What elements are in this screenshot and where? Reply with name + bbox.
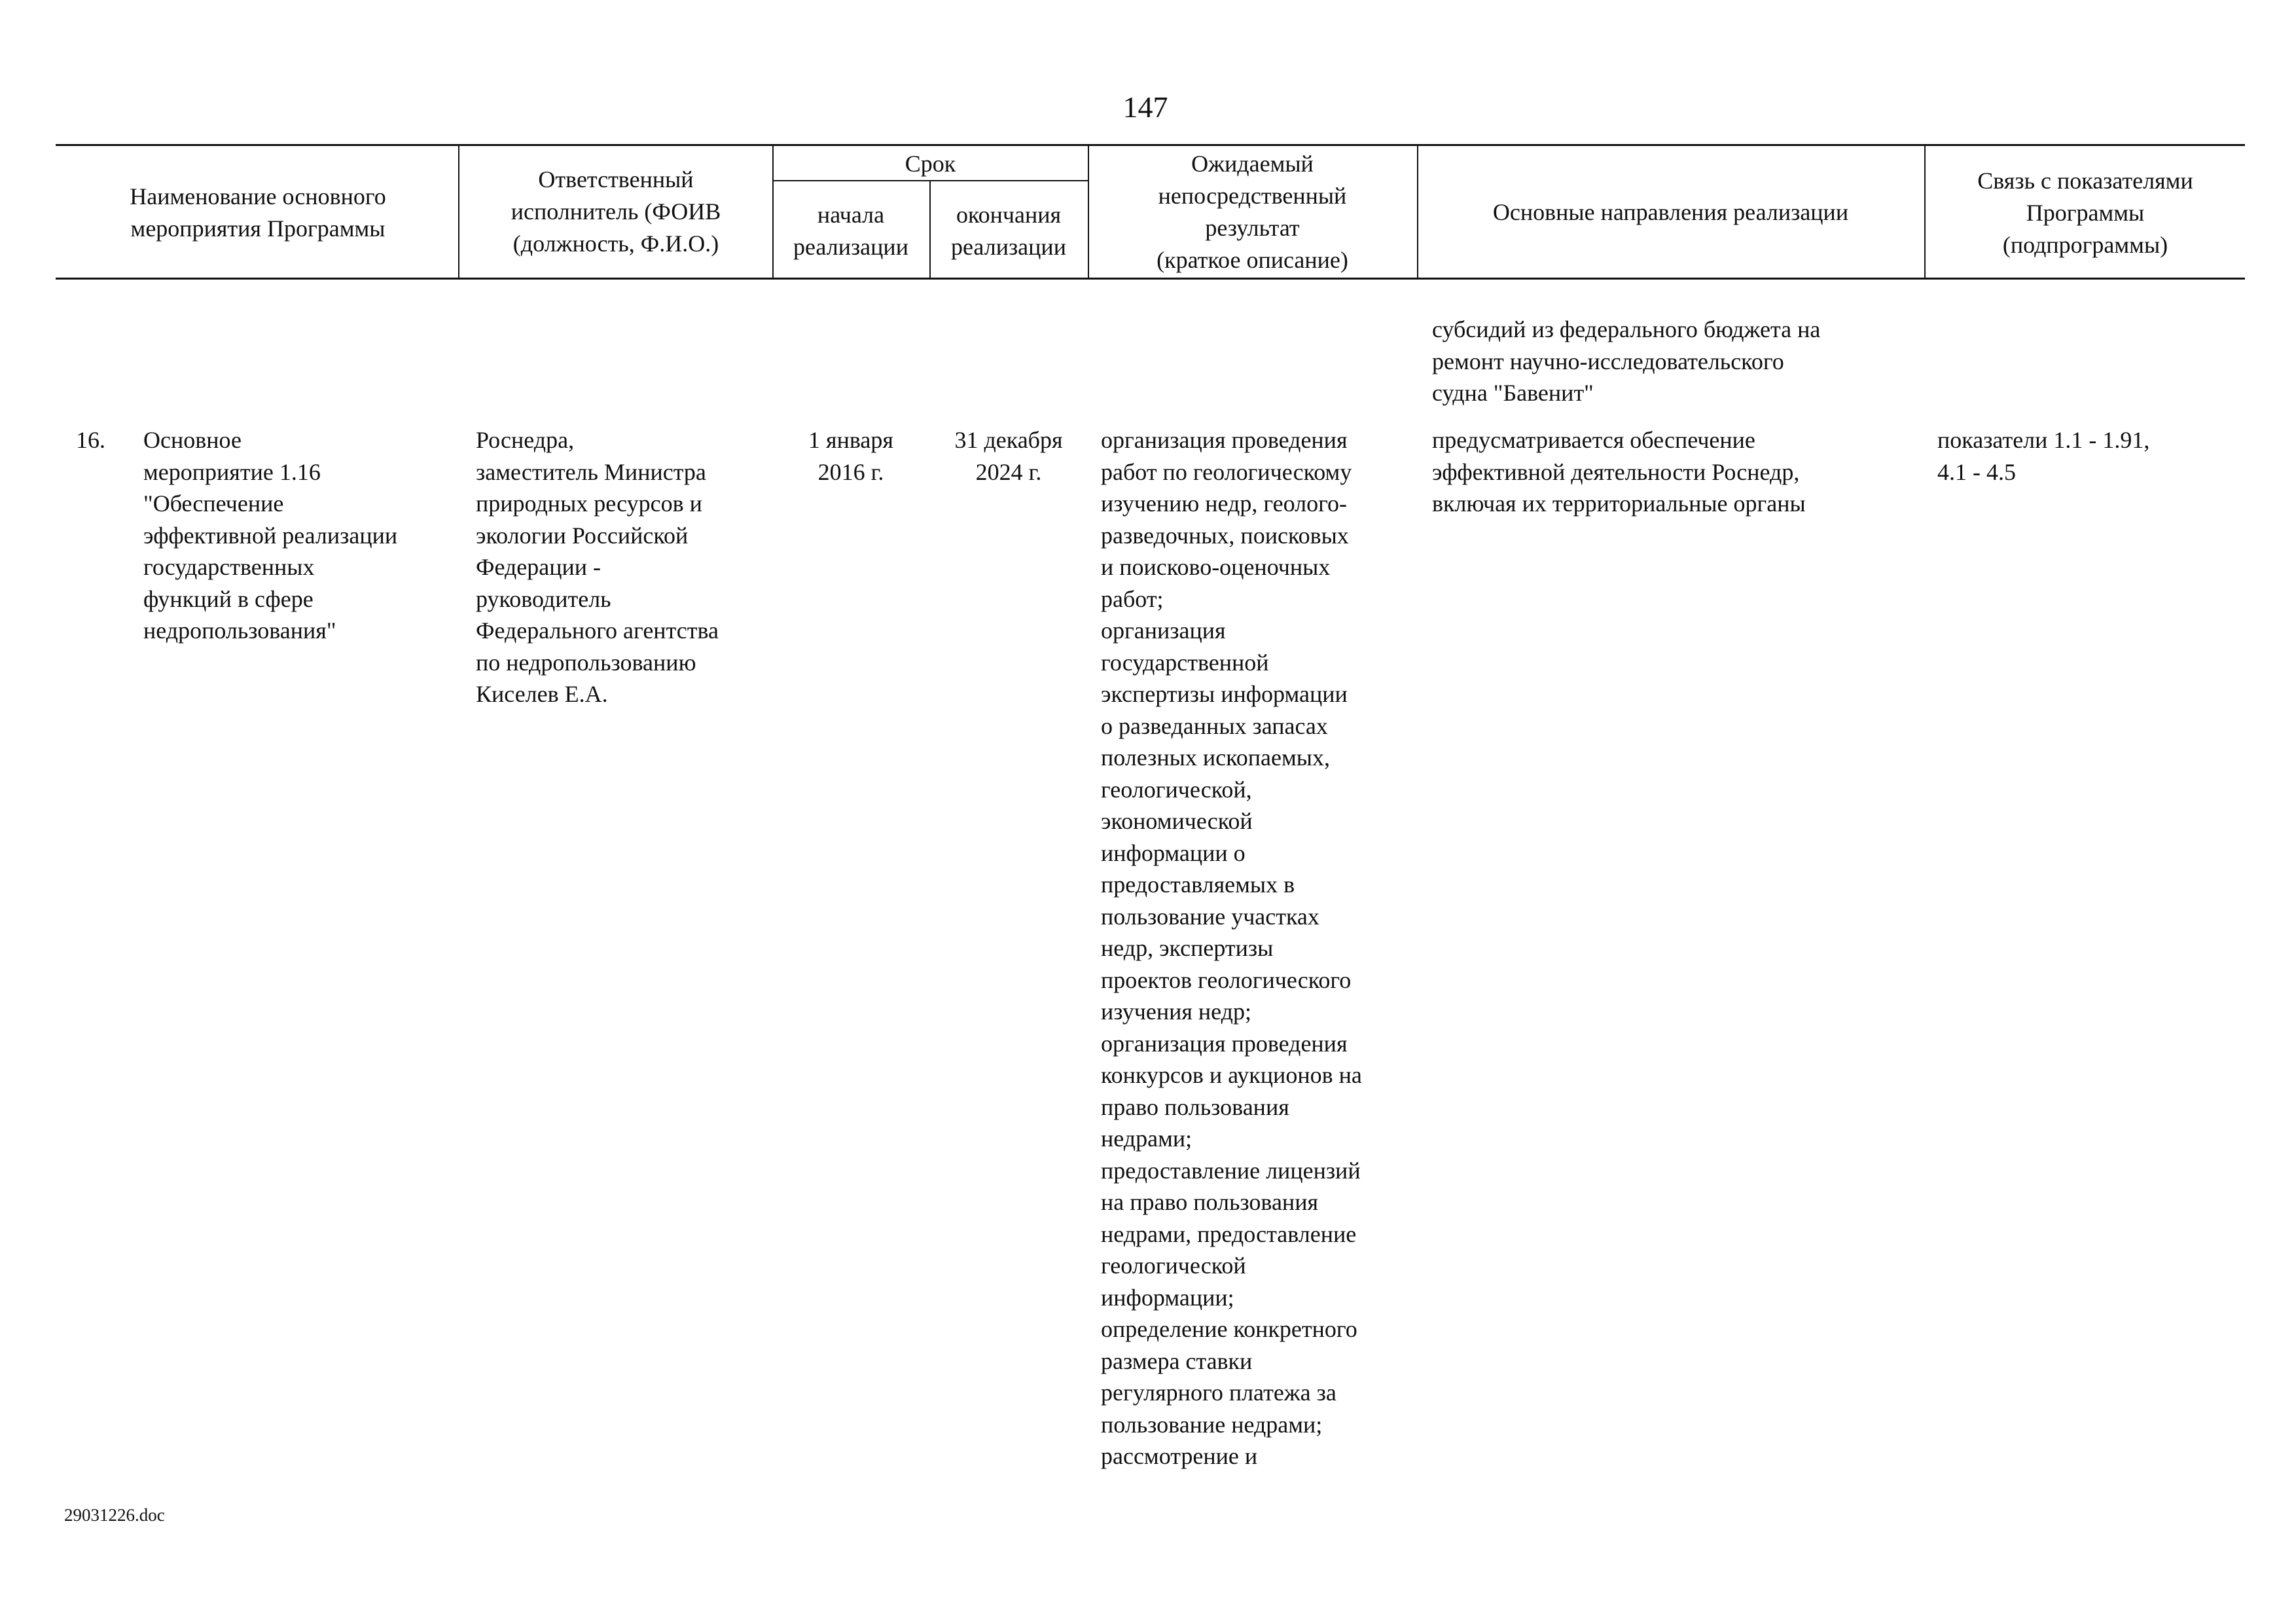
header-separator <box>458 145 459 279</box>
header-top-rule <box>56 144 2245 146</box>
row-end: 31 декабря 2024 г. <box>954 427 1063 485</box>
continuation-directions: субсидий из федерального бюджета на ремонт научно-исследовательского судна "Бавенит" <box>1432 316 1821 406</box>
row-number: 16. <box>76 427 105 453</box>
header-name: Наименование основного мероприятия Программы <box>130 183 386 242</box>
header-bottom-rule <box>56 278 2245 280</box>
header-result: Ожидаемый непосредственный результат (краткое описание) <box>1157 151 1348 273</box>
document-filename: 29031226.doc <box>64 1505 165 1525</box>
row-result: организация проведения работ по геологическому изучению недр, геолого- разведочных, поисковых и поисково-оценочных работ; организация государственной экспертизы информации о разведанных запасах полезных ископаемых, геологической, экономической информации о предоставляемых в пользование участках недр, экспертизы проектов геологического изучения недр; организация проведения конкурсов и аукционов на право пользования недрами; предоставление лицензий на право пользования недрами, предоставление геологической информации; определение конкретного размера ставки регулярного платежа за пользование недрами; рассмотрение и <box>1101 427 1362 1469</box>
header-responsible: Ответственный исполнитель (ФОИВ (должность, Ф.И.О.) <box>511 166 721 257</box>
header-end: окончания реализации <box>951 202 1066 260</box>
row-start: 1 января 2016 г. <box>808 427 893 485</box>
row-directions: предусматривается обеспечение эффективной деятельности Роснедр, включая их территориальные органы <box>1432 427 1806 517</box>
header-start: начала реализации <box>793 202 908 260</box>
row-link: показатели 1.1 - 1.91, 4.1 - 4.5 <box>1937 427 2150 485</box>
header-term: Срок <box>905 151 956 177</box>
header-link: Связь с показателями Программы (подпрограммы) <box>1977 168 2193 258</box>
header-directions: Основные направления реализации <box>1492 199 1849 225</box>
row-responsible: Роснедра, заместитель Министра природных ресурсов и экологии Российской Федерации - руководитель Федерального агентства по недропользованию Киселев Е.А. <box>476 427 719 707</box>
page-number: 147 <box>1122 90 1168 124</box>
row-name: Основное мероприятие 1.16 "Обеспечение эффективной реализации государственных функций в сфере недропользования" <box>143 427 398 644</box>
